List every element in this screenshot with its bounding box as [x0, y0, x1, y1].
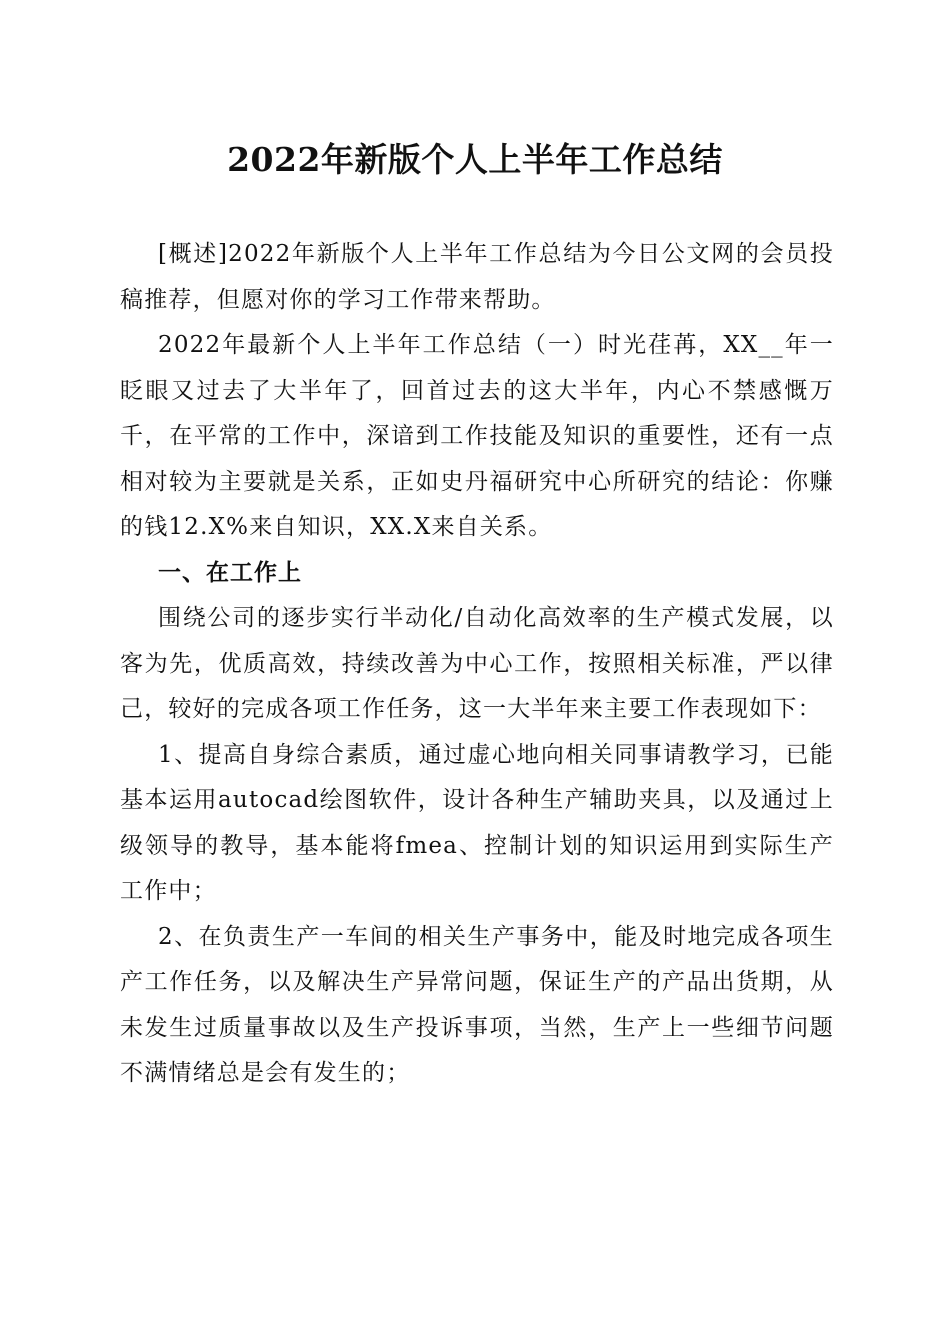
- paragraph-intro: 2022年最新个人上半年工作总结（一）时光荏苒，XX__年一眨眼又过去了大半年了，回首过去的这大半年，内心不禁感慨万千，在平常的工作中，深谙到工作技能及知识的重要性，还有一点相对较为主要就是关系，正如史丹福研究中心所研究的结论：你赚的钱12.X%来自知识，XX.X来自关系。: [120, 332, 834, 540]
- paragraph-item-1: 1、提高自身综合素质，通过虚心地向相关同事请教学习，已能基本运用autocad绘图软件，设计各种生产辅助夹具，以及通过上级领导的教导，基本能将fmea、控制计划的知识运用到实际生产工作中；: [120, 741, 834, 904]
- paragraph-work-summary: 围绕公司的逐步实行半动化/自动化高效率的生产模式发展，以客为先，优质高效，持续改善为中心工作，按照相关标准，严以律己，较好的完成各项工作任务，这一大半年来主要工作表现如下：: [120, 605, 834, 722]
- document-title: 2022年新版个人上半年工作总结: [227, 140, 723, 179]
- paragraph-overview: [概述]2022年新版个人上半年工作总结为今日公文网的会员投稿推荐，但愿对你的学习工作带来帮助。: [120, 241, 834, 313]
- paragraph-item-2: 2、在负责生产一车间的相关生产事务中，能及时地完成各项生产工作任务，以及解决生产异常问题，保证生产的产品出货期，从未发生过质量事故以及生产投诉事项，当然，生产上一些细节问题不满情绪总是会有发生的；: [120, 923, 834, 1086]
- document-body: [120, 232, 834, 1097]
- section-heading-work: 一、在工作上: [158, 559, 302, 586]
